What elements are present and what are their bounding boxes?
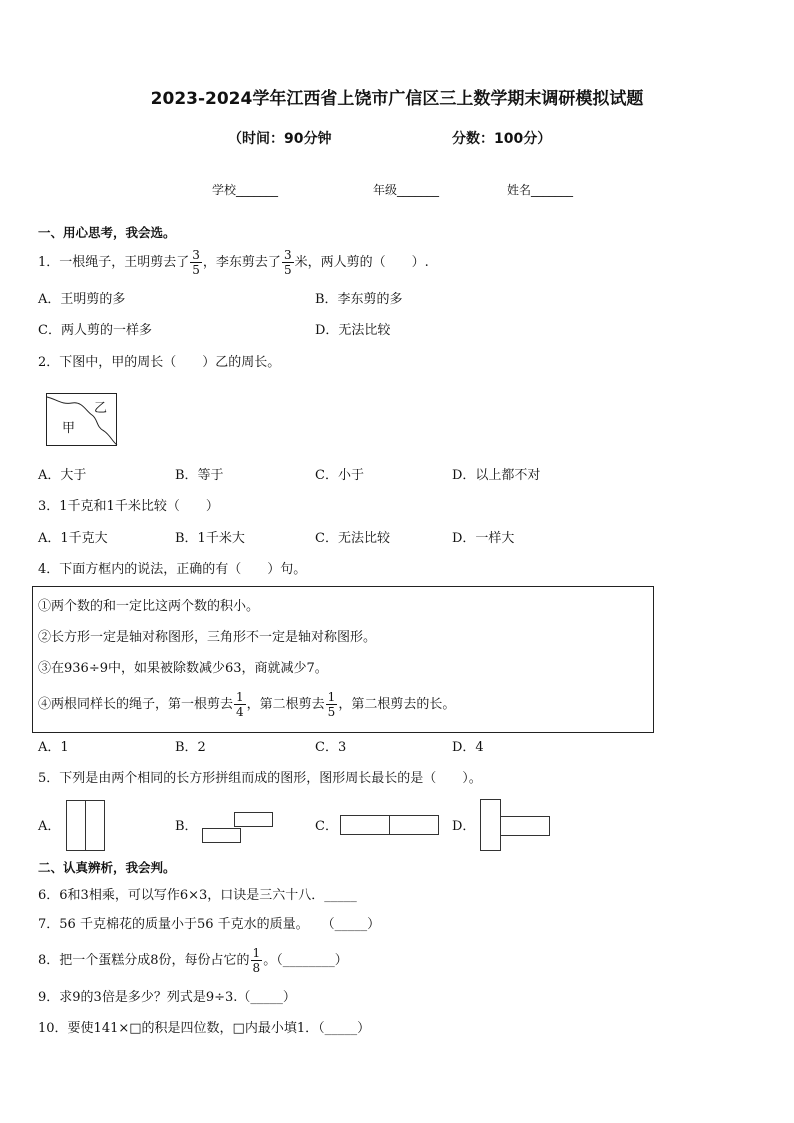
exam-score: 分数：100分） (452, 131, 552, 147)
q3-option-c: C．无法比较 (315, 531, 390, 546)
q2-option-b: B．等于 (175, 468, 224, 483)
q4-option-c: C．3 (315, 740, 347, 755)
question-9: 9．求9的3倍是多少？列式是9÷3.（_____） (38, 990, 296, 1005)
q8-text-a: 8．把一个蛋糕分成8份，每份占它的 (38, 953, 250, 968)
q4-fraction-1: $\frac{1}{4}$ (236, 690, 244, 719)
q5-option-a: A． (38, 819, 61, 834)
q3-option-b: B．1千米大 (175, 531, 245, 546)
q5-option-c: C． (315, 819, 338, 834)
q2-label-jia: 甲 (62, 421, 76, 436)
q4-statement-3: ③在936÷9中，如果被除数减少63，商就减少7。 (38, 661, 328, 676)
q1-fraction-1: $\frac{3}{5}$ (192, 248, 200, 277)
q4-option-a: A．1 (38, 740, 69, 755)
q8-fraction: $\frac{1}{8}$ (252, 946, 261, 975)
question-4: 4．下面方框内的说法，正确的有（ ）句。 (38, 562, 307, 577)
section2-heading: 二、认真辨析，我会判。 (38, 860, 176, 875)
q3-option-d: D．一样大 (452, 531, 515, 546)
q1-option-a: A．王明剪的多 (38, 292, 126, 307)
q2-option-c: C．小于 (315, 468, 364, 483)
section1-heading: 一、用心思考，我会选。 (38, 225, 176, 240)
question-2: 2．下图中，甲的周长（ ）乙的周长。 (38, 355, 281, 370)
question-3: 3．1千克和1千米比较（ ） (38, 499, 219, 514)
q3-option-a: A．1千克大 (38, 531, 108, 546)
q4-s4-text-a: ④两根同样长的绳子，第一根剪去 (38, 697, 234, 712)
question-6: 6．6和3相乘，可以写作6×3，口诀是三六十八．_____ (38, 888, 357, 903)
grade-field: 年级_______ (373, 183, 440, 197)
q4-option-d: D．4 (452, 740, 484, 755)
q2-option-a: A．大于 (38, 468, 87, 483)
q5-figure-b (202, 812, 274, 848)
question-1 (38, 246, 429, 280)
q4-statement-4 (38, 688, 455, 722)
q4-statement-2: ②长方形一定是轴对称图形，三角形不一定是轴对称图形。 (38, 630, 377, 645)
q1-option-d: D．无法比较 (315, 323, 391, 338)
q1-option-b: B．李东剪的多 (315, 292, 403, 307)
q1-text-a: 1．一根绳子，王明剪去了 (38, 255, 190, 270)
question-7: 7．56 千克棉花的质量小于56 千克水的质量。 （_____） (38, 917, 381, 932)
q8-text-b: 。（________） (263, 953, 348, 968)
q4-fraction-2: $\frac{1}{5}$ (327, 690, 336, 719)
q4-statement-1: ①两个数的和一定比这两个数的积小。 (38, 599, 260, 614)
q1-text-b: ，李东剪去了 (202, 255, 281, 270)
q1-fraction-2: $\frac{3}{5}$ (283, 248, 292, 277)
question-8 (38, 944, 348, 978)
name-field: 姓名_______ (507, 183, 574, 197)
q1-text-c: 米，两人剪的（ ）. (294, 255, 429, 270)
q1-option-c: C．两人剪的一样多 (38, 323, 152, 338)
school-field: 学校_______ (212, 183, 279, 197)
q5-figure-c (340, 815, 440, 841)
q5-option-d: D． (452, 819, 476, 834)
question-10: 10．要使141×□的积是四位数，□内最小填1．（_____） (38, 1021, 371, 1036)
q4-s4-text-c: ，第二根剪去的长。 (338, 697, 456, 712)
q2-label-yi: 乙 (94, 401, 108, 416)
q5-figure-d (480, 799, 552, 857)
exam-time: （时间：90分钟 (228, 131, 332, 147)
q2-option-d: D．以上都不对 (452, 468, 541, 483)
q2-figure (46, 393, 118, 447)
q4-option-b: B．2 (175, 740, 206, 755)
question-5: 5．下列是由两个相同的长方形拼组而成的图形，图形周长最长的是（ ）。 (38, 771, 482, 786)
page-title: 2023-2024学年江西省上饶市广信区三上数学期末调研模拟试题 (150, 89, 644, 109)
q5-option-b: B． (175, 819, 198, 834)
q5-figure-a (66, 800, 106, 856)
q4-s4-text-b: ，第二根剪去 (246, 697, 325, 712)
